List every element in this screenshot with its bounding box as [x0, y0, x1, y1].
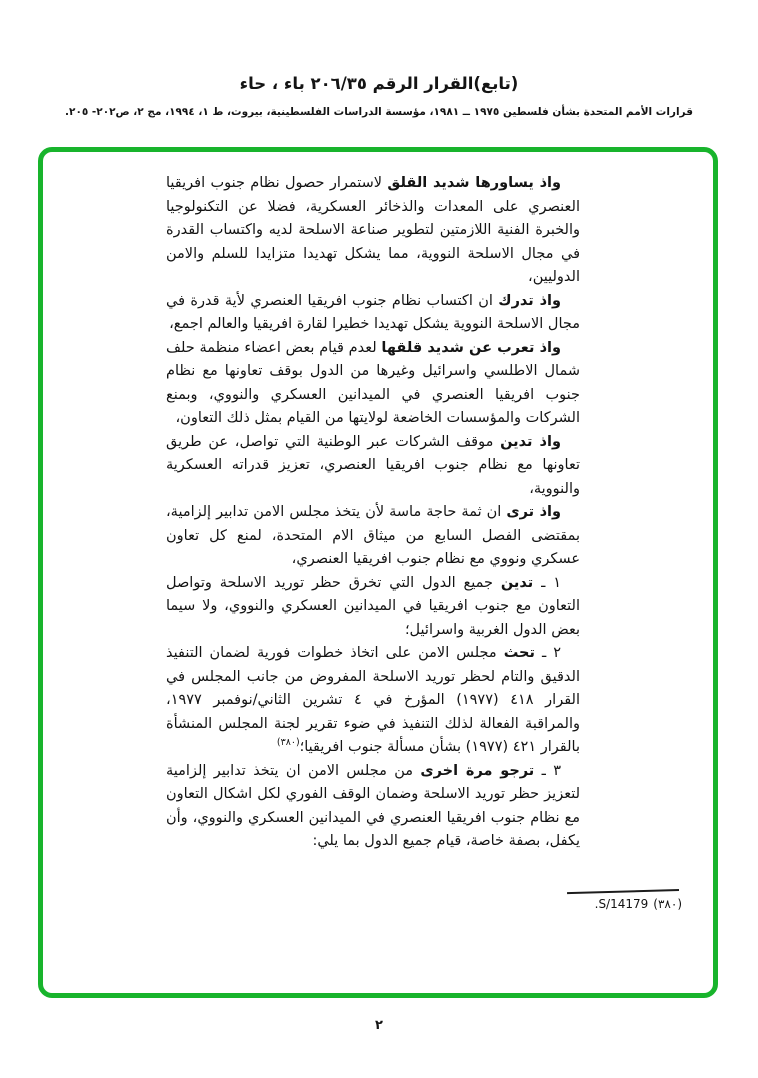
paragraph-text: ان اكتساب نظام جنوب افريقيا العنصري لأية قدرة في مجال الاسلحة النووية يشكل تهديدا خطيرا لقارة افريقيا والعالم اجمع، — [166, 292, 580, 332]
paragraph-lead: واذ يساورها شديد القلق — [387, 175, 561, 191]
source-citation-line: قرارات الأمم المتحدة بشأن فلسطين ١٩٧٥ ــ ١٩٨١، مؤسسة الدراسات الفلسطينية، بيروت، ط ١، ١٩٩٤، مج ٢، ص٢٠٢- ٢٠٥. — [65, 106, 693, 118]
paragraph-lead: ترجو مرة اخرى — [420, 762, 535, 779]
paragraph-text: مجلس الامن على اتخاذ خطوات فورية لضمان التنفيذ الدقيق والتام لحظر توريد الاسلحة المفروض من جانب المجلس في القرار ٤١٨ (١٩٧٧) المؤرخ في ٤ تشرين الثاني/نوفمبر ١٩٧٧، والمراقبة الفعالة لذلك التنفيذ في ضوء تقرير لجنة المجلس المنشأة بالقرار ٤٢١ (١٩٧٧) بشأن مسألة جنوب افريقيا؛ — [166, 645, 580, 755]
paragraph-lead: واذ ترى — [506, 504, 561, 520]
paragraph-lead: واذ تدين — [500, 433, 561, 450]
page-number: ٢ — [375, 1018, 383, 1033]
resolution-text — [166, 172, 580, 854]
paragraph-lead: تدين — [500, 574, 534, 591]
footnote-separator-rule — [567, 889, 679, 894]
footnote-text — [512, 897, 682, 911]
resolution-operative-item — [166, 572, 580, 643]
footnote-reference-mark: (٣٨٠) — [276, 737, 300, 749]
paragraph-text: لاستمرار حصول نظام جنوب افريقيا العنصري على المعدات والذخائر العسكرية، فضلا عن التكنولوجيا والخبرة الفنية اللازمتين لتطوير صناعة الاسلحة لديه واكتساب القدرة في مجال الاسلحة النووية، مما يشكل تهديدا متزايدا للسلم والامن الدوليين، — [166, 175, 580, 285]
resolution-paragraph — [166, 431, 580, 502]
paragraph-lead: تحث — [503, 645, 535, 661]
resolution-operative-item — [166, 642, 580, 760]
paragraph-text: لعدم قيام بعض اعضاء منظمة حلف شمال الاطلسي واسرائيل وغيرها من الدول بوقف تعاونها مع نظام جنوب افريقيا العنصري في الميدانين العسكري والنووي، وبمنع الشركات والمؤسسات الخاضعة لولايتها من القيام بمثل ذلك التعاون، — [166, 339, 580, 426]
item-number: ٣ ـ — [534, 762, 562, 779]
resolution-paragraph — [166, 501, 580, 572]
resolution-box — [38, 147, 718, 998]
item-number: ٢ ـ — [534, 645, 562, 661]
resolution-operative-item — [166, 760, 580, 854]
paragraph-text: موقف الشركات عبر الوطنية التي تواصل، عن طريق تعاونها مع نظام جنوب افريقيا العنصري، تعزيز قدراته العسكرية والنووية، — [166, 433, 580, 497]
paragraph-text: من مجلس الامن ان يتخذ تدابير إلزامية لتعزيز حظر توريد الاسلحة وضمان الوقف الفوري لكل اشكال التعاون مع نظام جنوب افريقيا العنصري في الميدانين العسكري والنووي، وأن يكفل، بصفة خاصة، قيام جميع الدول بما يلي: — [166, 762, 580, 849]
page-title: (تابع)القرار الرقم ٢٠٦/٣٥ باء ، حاء — [239, 74, 519, 93]
footnote-marker: (٣٨٠) — [653, 897, 682, 911]
paragraph-lead: واذ تعرب عن شديد قلقها — [381, 339, 561, 356]
paragraph-lead: واذ تدرك — [498, 292, 561, 309]
footnote — [512, 889, 682, 911]
resolution-paragraph — [166, 290, 580, 337]
footnote-document-symbol: S/14179. — [594, 897, 649, 911]
paragraph-text: ان ثمة حاجة ماسة لأن يتخذ مجلس الامن تدابير إلزامية، بمقتضى الفصل السابع من ميثاق الام المتحدة، لمنع كل تعاون عسكري ونووي مع نظام جنوب افريقيا العنصري، — [166, 504, 580, 567]
item-number: ١ ـ — [533, 574, 562, 591]
paragraph-text: جميع الدول التي تخرق حظر توريد الاسلحة وتواصل التعاون مع جنوب افريقيا في الميدانين العسكري والنووي، ولا سيما بعض الدول الغربية واسرائيل؛ — [166, 574, 580, 638]
resolution-paragraph — [166, 172, 580, 290]
resolution-paragraph — [166, 337, 580, 431]
